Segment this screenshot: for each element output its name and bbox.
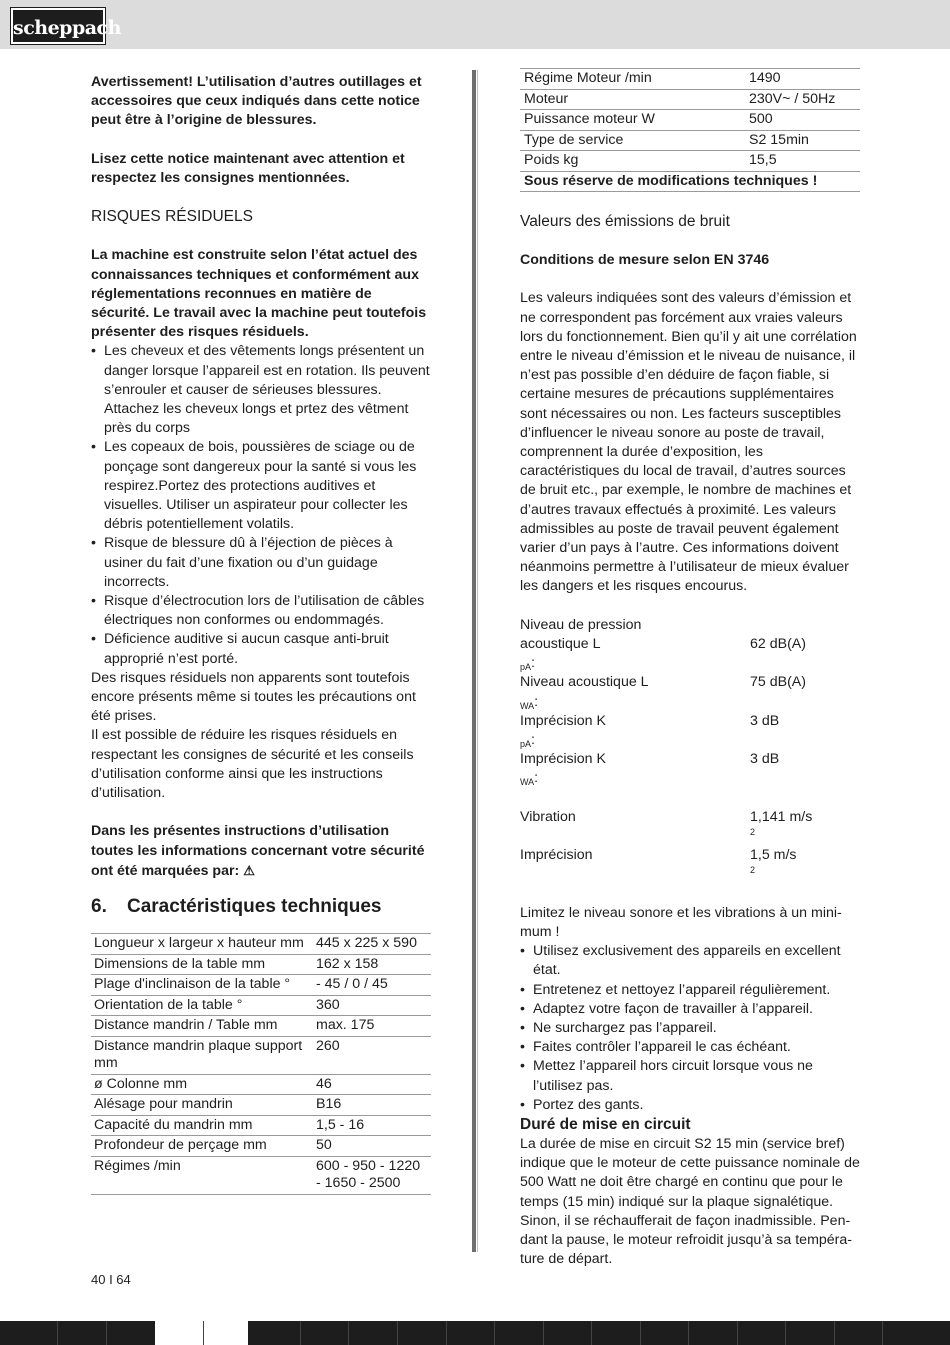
specs-table	[91, 933, 431, 1195]
noise-heading: Valeurs des émissions de bruit	[520, 213, 730, 230]
pressure-label: acoustique L $_{pA}$:	[520, 636, 601, 673]
noise-paragraph: Les valeurs indiquées sont des valeurs d’émission et ne correspondent pas forcément aux vraies valeurs lors du fonctionnement. Bien qu’il y ait une corrélation entre le niveau d’émission et le niveau de nuisance, il n’est pas possible d’en déduire de façon fiable, si certaine mesures de précautions supplémentaires sont nécessaires ou non. Les facteurs susceptibles d’influencer le niveau sonore au poste de travail, comprennent la durée d’exposition, les caractéristiques du local de travail, d’autres sources de bruit etc., par exemple, le nombre de machines et d’autres travaux effectués à proximité. Les valeurs admissibles au poste de travail peuvent également varier d’un pays à l’autre. Ces informations doivent néanmoins permettre à l’utilisateur de mieux évaluer les dangers et les risques encourus.	[520, 290, 857, 595]
duty-heading: Duré de mise en circuit	[520, 1116, 691, 1134]
spec-value: 15,5	[745, 151, 860, 172]
spec-label: Dimensions de la table mm	[91, 954, 313, 975]
spec-label: Distance mandrin / Table mm	[91, 1016, 313, 1037]
table-row	[520, 130, 860, 151]
residual-paragraph-2: Il est possible de réduire les risques résiduels en respectant les consignes de sécurité et les conseils d’utilisation conforme ainsi que les instructions d’utilisation.	[91, 727, 414, 802]
spec-label: Profondeur de perçage mm	[91, 1136, 313, 1157]
limit-list	[520, 942, 860, 1115]
spec-value: max. 175	[313, 1016, 431, 1037]
table-row	[91, 1095, 431, 1116]
column-divider-shadow	[477, 70, 478, 1252]
table-row	[91, 975, 431, 996]
table-row	[91, 934, 431, 955]
spec-label: Distance mandrin plaque support mm	[91, 1036, 313, 1074]
footer-tick	[348, 1321, 349, 1345]
spec-value: 500	[745, 110, 860, 131]
table-row	[520, 69, 860, 90]
footer-tick	[688, 1321, 689, 1345]
residual-risks-heading: RISQUES RÉSIDUELS	[91, 208, 253, 226]
spec-value: - 45 / 0 / 45	[313, 975, 431, 996]
footer-tick	[57, 1321, 58, 1345]
table-row	[520, 171, 860, 192]
footer-tick	[640, 1321, 641, 1345]
motor-specs-table	[520, 68, 860, 192]
footer-tick	[834, 1321, 835, 1345]
spec-label: Plage d'inclinaison de la table °	[91, 975, 313, 996]
table-row	[91, 995, 431, 1016]
uncertainty-pa-label: Imprécision K $_{pA}$:	[520, 712, 606, 750]
list-item: • Faites contrôler l’appareil le cas échéant.	[520, 1038, 860, 1057]
vibration-value: 1,141 m/s $^2$	[750, 808, 813, 838]
table-row	[91, 954, 431, 975]
spec-value: 600 - 950 - 1220 - 1650 - 2500	[313, 1156, 431, 1194]
list-item: • Entretenez et nettoyez l’appareil régulièrement.	[520, 981, 860, 1000]
vibration-imprecision-label: Imprécision	[520, 847, 593, 864]
conditions-heading: Conditions de mesure selon EN 3746	[520, 252, 770, 268]
table-row	[91, 1036, 431, 1074]
spec-value: 1490	[745, 69, 860, 90]
warning-paragraph: Avertissement! L’utilisation d’autres outillages et accessoires que ceux indiqués dans cette notice peut être à l’origine de blessures.	[91, 74, 422, 129]
spec-value: 445 x 225 x 590	[313, 934, 431, 955]
page-number: 40 I 64	[91, 1272, 131, 1287]
footer-tick	[543, 1321, 544, 1345]
list-item: • Adaptez votre façon de travailler à l’appareil.	[520, 1000, 860, 1019]
list-item: • Ne surchargez pas l’appareil.	[520, 1019, 860, 1038]
footer-tick	[737, 1321, 738, 1345]
footer-tick	[882, 1321, 883, 1345]
spec-label: Poids kg	[520, 151, 745, 172]
spec-label: Type de service	[520, 130, 745, 151]
spec-label: Capacité du mandrin mm	[91, 1115, 313, 1136]
spec-label: Orientation de la table °	[91, 995, 313, 1016]
footer-tick	[494, 1321, 495, 1345]
spec-value: 360	[313, 995, 431, 1016]
footer-tick	[300, 1321, 301, 1345]
list-item: • Les cheveux et des vêtements longs présentent un danger lorsque l’appareil est en rotation. Ils peuvent s’enrouler et causer de sérieuses blessures. Attachez les cheveux longs et prtez des vêtment près du corps	[91, 342, 431, 438]
spec-value: B16	[313, 1095, 431, 1116]
list-item: • Utilisez exclusivement des appareils en excellent état.	[520, 942, 860, 980]
specs-note: Sous réserve de modifications techniques !	[520, 171, 860, 192]
header-bar	[0, 0, 950, 49]
brand-logo: scheppach	[11, 8, 105, 44]
power-label: Niveau acoustique L $_{WA}$:	[520, 674, 649, 711]
warning-triangle-icon: ⚠	[243, 862, 255, 878]
column-divider	[472, 70, 476, 1252]
spec-label: Longueur x largeur x hauteur mm	[91, 934, 313, 955]
right-column	[520, 68, 860, 1270]
spec-value: 260	[313, 1036, 431, 1074]
residual-intro: La machine est construite selon l’état actuel des connaissances techniques et conformément aux réglementations reconnues en matière de sécurité. Le travail avec la machine peut toutefois présenter des risques résiduels.	[91, 247, 427, 341]
list-item: • Les copeaux de bois, poussières de sciage ou de ponçage sont dangereux pour la santé si vous les respirez.Portez des protections auditives et visuelles. Utiliser un aspirateur pour collecter les débris potentiellement volatils.	[91, 438, 431, 534]
uncertainty-wa-value: 3 dB	[750, 751, 780, 768]
table-row	[520, 89, 860, 110]
footer-tick	[203, 1321, 204, 1345]
risks-list	[91, 342, 431, 668]
residual-paragraph-1: Des risques résiduels non apparents sont toutefois encore présents même si toutes les précautions ont été prises.	[91, 669, 416, 725]
list-item: • Risque d’électrocution lors de l’utilisation de câbles électriques non conformes ou endommagés.	[91, 592, 431, 630]
footer-tick	[785, 1321, 786, 1345]
spec-value: 230V~ / 50Hz	[745, 89, 860, 110]
list-item: • Mettez l’appareil hors circuit lorsque vous ne l’utilisez pas.	[520, 1057, 860, 1095]
section-title: Caractéristiques techniques	[127, 896, 382, 918]
table-row	[91, 1136, 431, 1157]
table-row	[91, 1156, 431, 1194]
spec-label: Alésage pour mandrin	[91, 1095, 313, 1116]
list-item: • Déficience auditive si aucun casque anti-bruit approprié n’est porté.	[91, 630, 431, 668]
left-column	[91, 73, 431, 1195]
uncertainty-pa-value: 3 dB	[750, 712, 780, 729]
vibration-imprecision-value: 1,5 m/s $^2$	[750, 847, 797, 876]
power-value: 75 dB(A)	[750, 674, 806, 691]
pressure-value: 62 dB(A)	[750, 636, 806, 653]
spec-label: ø Colonne mm	[91, 1074, 313, 1095]
footer-tick	[446, 1321, 447, 1345]
table-row	[91, 1016, 431, 1037]
footer-tick	[106, 1321, 107, 1345]
spec-value: 162 x 158	[313, 954, 431, 975]
footer-tick	[591, 1321, 592, 1345]
list-item: • Risque de blessure dû à l’éjection de pièces à usiner du fait d’une fixation ou d’un guidage incorrects.	[91, 534, 431, 592]
section-number: 6.	[91, 896, 107, 918]
pressure-label-1: Niveau de pression	[520, 616, 642, 633]
vibration-values	[520, 808, 860, 885]
table-row	[91, 1115, 431, 1136]
uncertainty-wa-label: Imprécision K $_{WA}$:	[520, 751, 606, 788]
footer-tick	[397, 1321, 398, 1345]
spec-value: 50	[313, 1136, 431, 1157]
noise-values	[520, 616, 860, 789]
list-item: • Portez des gants.	[520, 1096, 860, 1115]
spec-label: Puissance moteur W	[520, 110, 745, 131]
table-row	[520, 151, 860, 172]
footer-white-block	[155, 1321, 248, 1345]
footer-bar	[0, 1321, 950, 1345]
safety-marked-text: Dans les présentes instructions d’utilisation toutes les informations concernant votre sécurité ont été marquées par:	[91, 823, 425, 879]
section-heading	[91, 895, 431, 919]
spec-value: S2 15min	[745, 130, 860, 151]
spec-value: 46	[313, 1074, 431, 1095]
spec-value: 1,5 - 16	[313, 1115, 431, 1136]
table-row	[91, 1074, 431, 1095]
spec-label: Moteur	[520, 89, 745, 110]
vibration-label: Vibration	[520, 808, 576, 825]
read-notice-paragraph: Lisez cette notice maintenant avec attention et respectez les consignes mentionnées.	[91, 150, 405, 186]
spec-label: Régimes /min	[91, 1156, 313, 1194]
limit-intro: Limitez le niveau sonore et les vibrations à un minimum !	[520, 904, 842, 941]
table-row	[520, 110, 860, 131]
duty-paragraph: La durée de mise en circuit S2 15 min (service bref) indique que le moteur de cette puissance nominale de 500 Watt ne doit être chargé en continu que pour le temps (15 min) indiqué sur la plaque signalétique. Sinon, il se réchaufferait de façon inadmissible. Pendant la pause, le moteur refroidit jusqu’à sa température de départ.	[520, 1136, 860, 1268]
spec-label: Régime Moteur /min	[520, 69, 745, 90]
safety-marked-paragraph	[91, 822, 431, 881]
